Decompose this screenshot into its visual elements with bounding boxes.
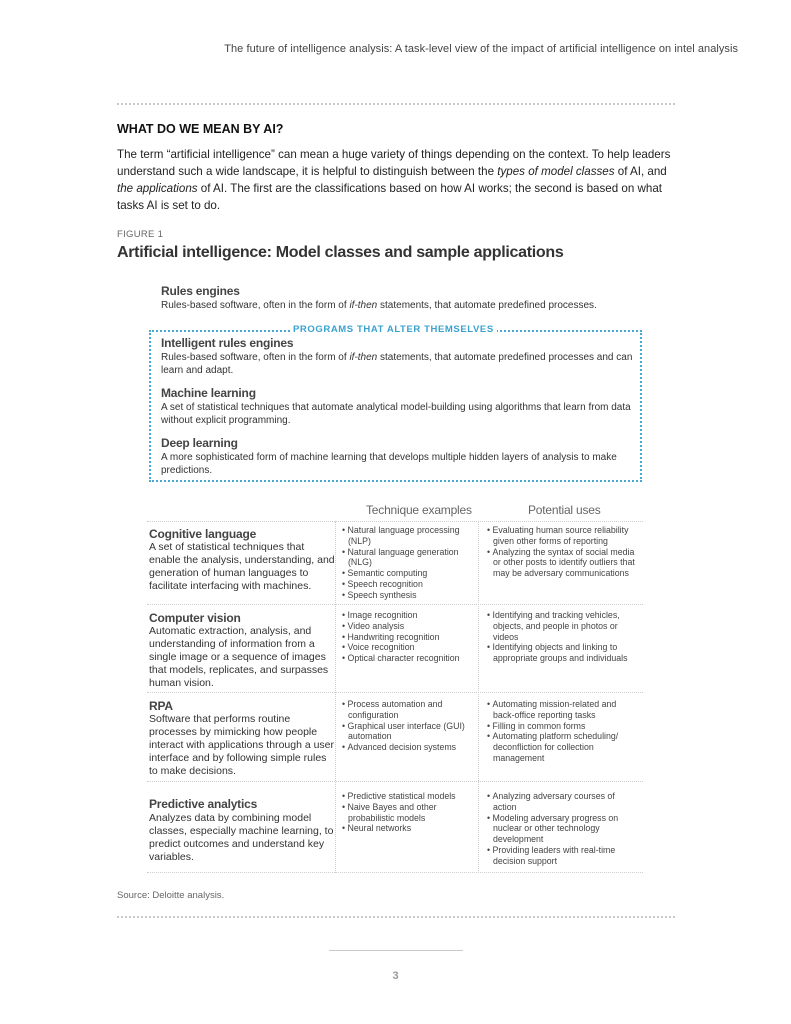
use-item: • Analyzing adversary courses of action [485,791,635,813]
model-class-desc: Rules-based software, often in the form of if-then statements, that automate predefined processes and can learn and adapt. [161,352,633,376]
use-item: • Identifying objects and linking to appropriate groups and individuals [485,642,635,664]
application-row-cognitive-language [147,521,643,604]
application-row-predictive-analytics [147,781,643,873]
technique-list [340,525,478,601]
application-desc: Software that performs routine processes by mimicking how people interact with applications through a user interface and by following simple rules to make decisions. [149,713,335,777]
technique-item: • Process automation and configuration [340,699,478,721]
figure-title: Artificial intelligence: Model classes and sample applications [117,244,564,261]
technique-item: • Image recognition [340,610,478,621]
uses-list [485,610,635,664]
technique-item: • Voice recognition [340,642,478,653]
model-class-intelligent-rules-engines [161,336,636,377]
model-class-desc: A more sophisticated form of machine learning that develops multiple hidden layers of analysis to make predictions. [161,452,617,476]
model-class-machine-learning [161,386,636,427]
running-header: The future of intelligence analysis: A task-level view of the impact of artificial intelligence on intel analysis [224,43,738,55]
model-class-title: Deep learning [161,436,238,450]
use-item: • Automating platform scheduling/ deconfliction for collection management [485,731,635,763]
technique-item: • Advanced decision systems [340,742,478,753]
figure-source: Source: Deloitte analysis. [117,890,225,901]
footer-rule [329,950,463,951]
technique-item: • Optical character recognition [340,653,478,664]
technique-item: • Handwriting recognition [340,632,478,643]
use-item: • Modeling adversary progress on nuclear or other technology development [485,813,635,845]
technique-item: • Speech recognition [340,579,478,590]
technique-item: • Naive Bayes and other probabilistic models [340,802,478,824]
technique-item: • Graphical user interface (GUI) automation [340,721,478,743]
application-desc: A set of statistical techniques that enable the analysis, understanding, and generation of human languages to facilitate interfacing with machines. [149,541,335,592]
technique-item: • Video analysis [340,621,478,632]
technique-item: • Semantic computing [340,568,478,579]
technique-list [340,610,478,664]
technique-item: • Neural networks [340,823,478,834]
model-class-desc: A set of statistical techniques that automate analytical model-building using algorithms that learn from data without explicit programming. [161,402,631,426]
bottom-divider [117,916,675,918]
technique-item: • Natural language generation (NLG) [340,547,478,569]
uses-list [485,791,635,867]
top-divider [117,103,675,105]
box-heading: WHAT DO WE MEAN BY AI? [117,122,284,136]
application-title: Predictive analytics [149,797,258,811]
uses-list [485,699,635,764]
technique-item: • Natural language processing (NLP) [340,525,478,547]
use-item: • Analyzing the syntax of social media or other posts to identify outliers that may be adversary communications [485,547,635,579]
technique-item: • Predictive statistical models [340,791,478,802]
model-class-rules-engines [161,284,636,313]
application-row-computer-vision [147,604,643,692]
column-header-uses: Potential uses [528,503,601,517]
technique-list [340,791,478,834]
uses-list [485,525,635,579]
technique-item: • Speech synthesis [340,590,478,601]
model-class-title: Intelligent rules engines [161,336,294,350]
use-item: • Automating mission-related and back-office reporting tasks [485,699,635,721]
use-item: • Evaluating human source reliability given other forms of reporting [485,525,635,547]
application-title: RPA [149,699,173,713]
technique-list [340,699,478,753]
model-class-title: Machine learning [161,386,256,400]
application-desc: Automatic extraction, analysis, and understanding of information from a single image or a sequence of images that models, replicates, and surpasses human vision. [149,625,329,689]
model-class-desc: Rules-based software, often in the form of if-then statements, that automate predefined processes. [161,300,597,311]
self-altering-programs-label: PROGRAMS THAT ALTER THEMSELVES [290,324,497,335]
application-desc: Analyzes data by combining model classes, especially machine learning, to predict outcomes and understand key variables. [149,812,334,863]
intro-paragraph: The term “artificial intelligence” can mean a huge variety of things depending on the context. To help leaders understand such a wide landscape, it is helpful to distinguish between the types of model classes of AI, and the applications of AI. The first are the classifications based on how AI works; the second is based on what tasks AI is set to do. [117,148,671,212]
figure-label: FIGURE 1 [117,229,164,240]
page-number: 3 [392,970,399,982]
application-row-rpa [147,692,643,781]
application-title: Computer vision [149,611,241,625]
model-class-deep-learning [161,436,636,477]
model-class-title: Rules engines [161,284,240,298]
column-header-techniques: Technique examples [366,503,472,517]
use-item: • Providing leaders with real-time decision support [485,845,635,867]
use-item: • Identifying and tracking vehicles, objects, and people in photos or videos [485,610,635,642]
use-item: • Filling in common forms [485,721,635,732]
application-title: Cognitive language [149,527,257,541]
